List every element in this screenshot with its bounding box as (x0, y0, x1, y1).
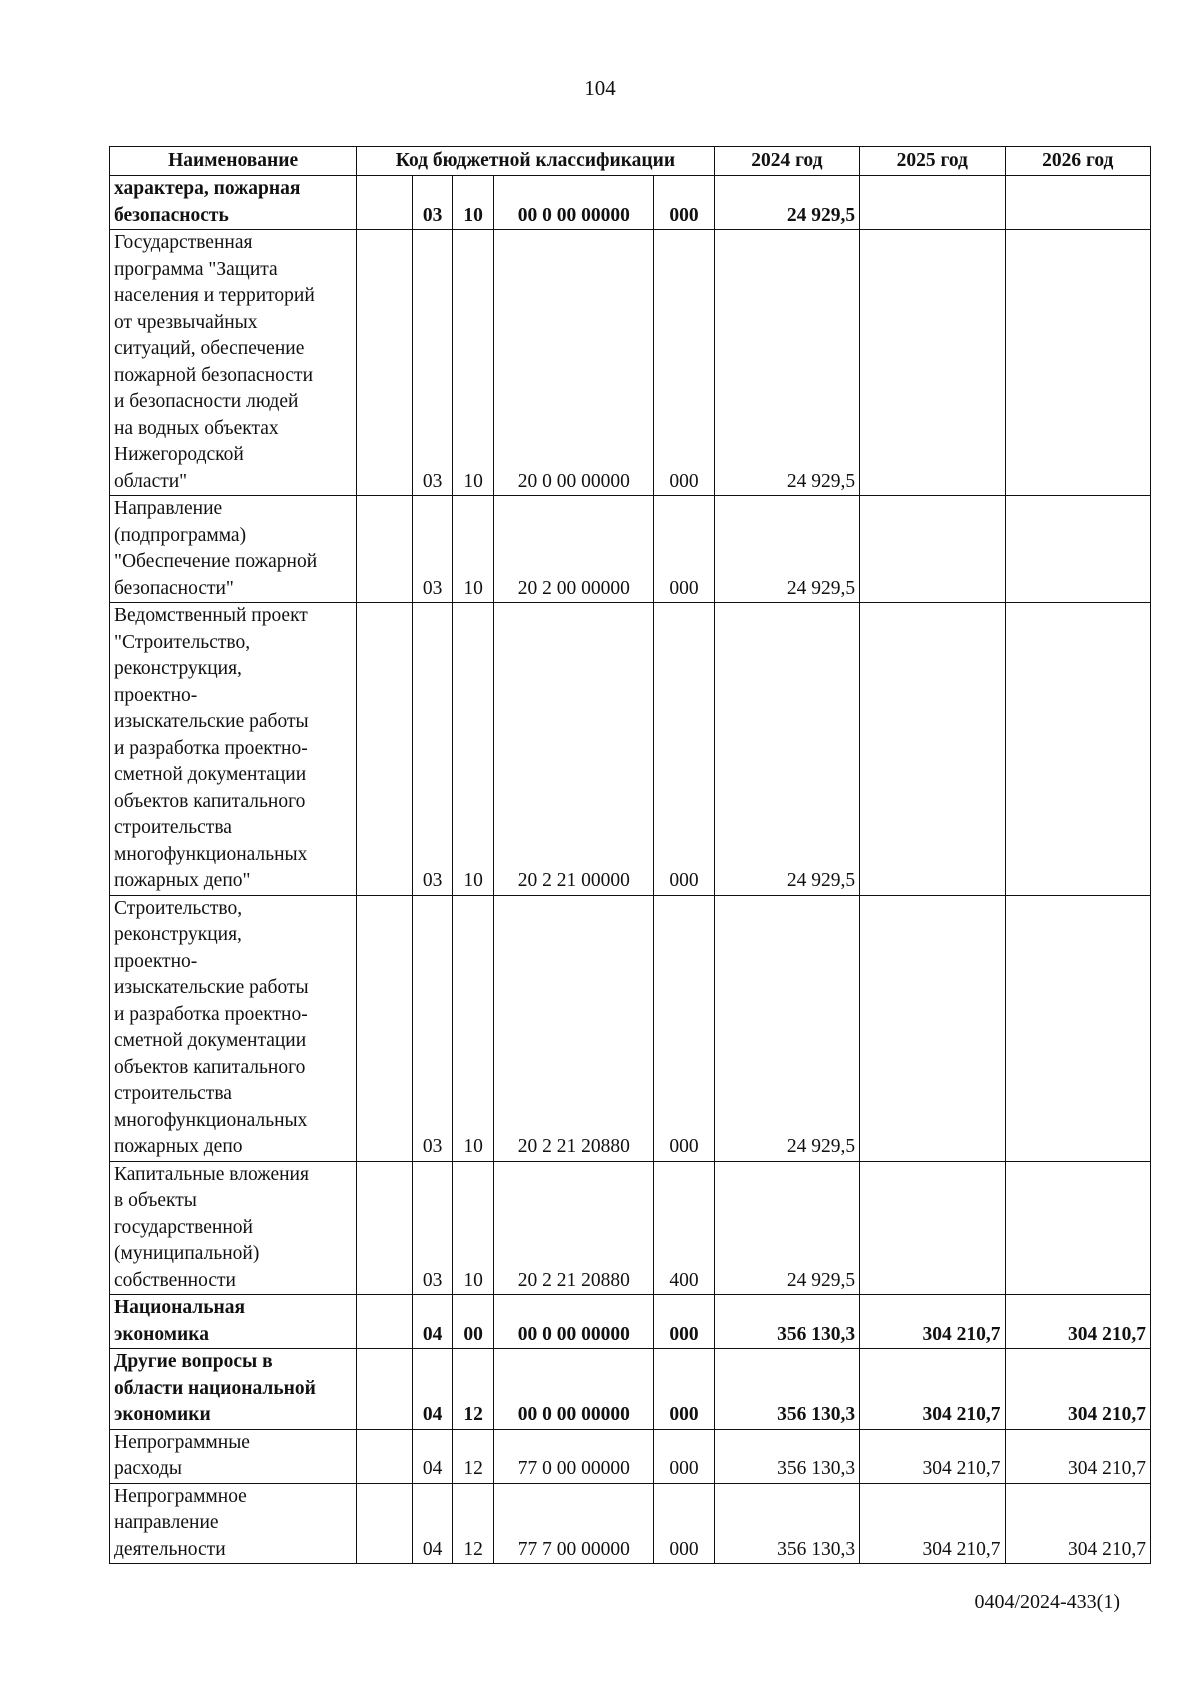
row-expense-type: 000 (654, 1429, 714, 1483)
row-name-line: объектов капитального (114, 790, 306, 812)
row-razdel: 04 (413, 1295, 452, 1349)
row-amount-2025 (860, 496, 1005, 603)
row-name-line: Направление (114, 498, 223, 519)
row-amount-2025 (860, 176, 1005, 230)
row-name-line: пожарных депо" (114, 870, 251, 891)
row-name-line: многофункциональных (114, 843, 308, 865)
row-expense-type: 000 (654, 1295, 714, 1349)
row-name-line: на водных объектах (114, 417, 279, 439)
row-razdel: 03 (413, 496, 452, 603)
row-razdel: 03 (413, 895, 452, 1161)
row-podrazdel: 12 (452, 1429, 494, 1483)
row-name-line: проектно- (114, 684, 198, 706)
table-row (110, 230, 1151, 496)
row-podrazdel: 10 (452, 176, 494, 230)
row-amount-2025: 304 210,7 (860, 1429, 1005, 1483)
row-blank-cell (357, 230, 413, 496)
row-name-line: Ведомственный проект (114, 605, 308, 626)
budget-table (109, 146, 1151, 1564)
row-razdel: 03 (413, 1161, 452, 1295)
row-name-line: строительства (114, 817, 232, 838)
row-amount-2024: 356 130,3 (714, 1349, 859, 1430)
row-name-line: области" (114, 470, 188, 492)
row-razdel: 03 (413, 603, 452, 896)
row-razdel: 04 (413, 1349, 452, 1430)
row-name-line: Другие вопросы в (114, 1351, 273, 1372)
row-amount-2025 (860, 1161, 1005, 1295)
row-name-line: Непрограммные (114, 1431, 250, 1453)
table-row (110, 1295, 1151, 1349)
row-amount-2026 (1005, 603, 1151, 896)
row-blank-cell (357, 1349, 413, 1430)
header-2025: 2025 год (860, 147, 1005, 176)
row-amount-2025: 304 210,7 (860, 1295, 1005, 1349)
row-amount-2024: 24 929,5 (714, 496, 859, 603)
row-razdel: 04 (413, 1483, 452, 1564)
row-amount-2024: 24 929,5 (714, 895, 859, 1161)
table-row (110, 176, 1151, 230)
row-name-line: (подпрограмма) (114, 524, 247, 546)
row-name-line: (муниципальной) (114, 1243, 260, 1264)
row-target-article: 00 0 00 00000 (494, 1295, 654, 1349)
row-name (110, 1161, 357, 1295)
row-name-line: программа "Защита (114, 258, 278, 280)
page-number: 104 (584, 76, 616, 100)
row-name-line: строительства (114, 1083, 232, 1104)
table-row (110, 1161, 1151, 1295)
table-row (110, 1429, 1151, 1483)
row-name-line: Строительство, (114, 897, 243, 919)
row-podrazdel: 10 (452, 1161, 494, 1295)
row-blank-cell (357, 1295, 413, 1349)
row-expense-type: 000 (654, 1349, 714, 1430)
row-amount-2026 (1005, 496, 1151, 603)
row-name-line: экономики (114, 1404, 211, 1425)
row-expense-type: 000 (654, 230, 714, 496)
row-name (110, 1483, 357, 1564)
row-blank-cell (357, 603, 413, 896)
row-name-line: характера, пожарная (114, 178, 301, 199)
row-amount-2024: 24 929,5 (714, 1161, 859, 1295)
row-name-line: и разработка проектно- (114, 737, 308, 759)
row-name-line: реконструкция, (114, 924, 242, 945)
row-name-line: безопасность (114, 204, 229, 226)
table-row (110, 1483, 1151, 1564)
row-podrazdel: 10 (452, 230, 494, 496)
row-blank-cell (357, 1161, 413, 1295)
row-blank-cell (357, 496, 413, 603)
row-target-article: 00 0 00 00000 (494, 176, 654, 230)
row-target-article: 20 0 00 00000 (494, 230, 654, 496)
row-amount-2026 (1005, 176, 1151, 230)
row-name-line: Нижегородской (114, 444, 244, 465)
row-razdel: 04 (413, 1429, 452, 1483)
row-name-line: расходы (114, 1458, 183, 1479)
row-amount-2025 (860, 603, 1005, 896)
header-row (110, 147, 1151, 176)
row-name (110, 1349, 357, 1430)
row-expense-type: 400 (654, 1161, 714, 1295)
row-podrazdel: 00 (452, 1295, 494, 1349)
row-podrazdel: 12 (452, 1349, 494, 1430)
row-expense-type: 000 (654, 176, 714, 230)
row-name-line: пожарных депо (114, 1136, 243, 1157)
row-name (110, 176, 357, 230)
row-name-line: и разработка проектно- (114, 1003, 308, 1025)
row-amount-2026: 304 210,7 (1005, 1349, 1151, 1430)
row-name-line: сметной документации (114, 764, 307, 785)
row-name-line: ситуаций, обеспечение (114, 338, 305, 359)
row-name (110, 230, 357, 496)
row-blank-cell (357, 176, 413, 230)
row-amount-2024: 356 130,3 (714, 1483, 859, 1564)
row-expense-type: 000 (654, 1483, 714, 1564)
row-target-article: 20 2 21 00000 (494, 603, 654, 896)
table-body (110, 176, 1151, 1564)
row-name-line: от чрезвычайных (114, 311, 258, 333)
header-2026: 2026 год (1005, 147, 1151, 176)
row-target-article: 00 0 00 00000 (494, 1349, 654, 1430)
row-name-line: направление (114, 1512, 219, 1533)
row-name (110, 895, 357, 1161)
row-amount-2024: 356 130,3 (714, 1295, 859, 1349)
row-blank-cell (357, 895, 413, 1161)
row-amount-2026 (1005, 1161, 1151, 1295)
row-name-line: экономика (114, 1323, 209, 1345)
row-amount-2026: 304 210,7 (1005, 1483, 1151, 1564)
row-amount-2025: 304 210,7 (860, 1349, 1005, 1430)
row-name-line: "Строительство, (114, 631, 251, 653)
row-name-line: реконструкция, (114, 658, 242, 679)
row-target-article: 20 2 21 20880 (494, 1161, 654, 1295)
row-amount-2026 (1005, 230, 1151, 496)
row-amount-2026: 304 210,7 (1005, 1295, 1151, 1349)
header-name: Наименование (110, 147, 357, 176)
row-name-line: объектов капитального (114, 1056, 306, 1078)
row-name-line: в объекты (114, 1190, 197, 1211)
header-code: Код бюджетной классификации (357, 147, 714, 176)
row-name-line: Государственная (114, 232, 253, 253)
row-expense-type: 000 (654, 603, 714, 896)
row-amount-2024: 24 929,5 (714, 603, 859, 896)
row-name-line: изыскательские работы (114, 711, 309, 732)
row-name (110, 603, 357, 896)
table-row (110, 895, 1151, 1161)
row-target-article: 77 7 00 00000 (494, 1483, 654, 1564)
row-name-line: проектно- (114, 950, 198, 972)
row-name-line: Непрограммное (114, 1485, 247, 1507)
row-amount-2024: 24 929,5 (714, 230, 859, 496)
row-razdel: 03 (413, 230, 452, 496)
row-name-line: Национальная (114, 1297, 246, 1318)
row-expense-type: 000 (654, 496, 714, 603)
row-name-line: Капитальные вложения (114, 1163, 309, 1185)
row-name-line: государственной (114, 1216, 253, 1238)
table-row (110, 1349, 1151, 1430)
row-target-article: 77 0 00 00000 (494, 1429, 654, 1483)
row-amount-2025 (860, 895, 1005, 1161)
row-name-line: пожарной безопасности (114, 364, 313, 386)
row-name (110, 1429, 357, 1483)
table-row (110, 496, 1151, 603)
row-target-article: 20 2 00 00000 (494, 496, 654, 603)
row-podrazdel: 10 (452, 496, 494, 603)
document-code: 0404/2024-433(1) (974, 1591, 1120, 1613)
row-amount-2024: 356 130,3 (714, 1429, 859, 1483)
row-razdel: 03 (413, 176, 452, 230)
row-name-line: деятельности (114, 1538, 226, 1560)
row-name-line: сметной документации (114, 1030, 307, 1051)
row-amount-2025: 304 210,7 (860, 1483, 1005, 1564)
row-name-line: безопасности" (114, 577, 234, 599)
row-podrazdel: 10 (452, 895, 494, 1161)
row-name-line: "Обеспечение пожарной (114, 551, 318, 572)
row-amount-2026 (1005, 895, 1151, 1161)
row-podrazdel: 12 (452, 1483, 494, 1564)
row-amount-2025 (860, 230, 1005, 496)
row-podrazdel: 10 (452, 603, 494, 896)
row-target-article: 20 2 21 20880 (494, 895, 654, 1161)
header-2024: 2024 год (714, 147, 859, 176)
table-row (110, 603, 1151, 896)
row-name-line: многофункциональных (114, 1109, 308, 1131)
row-amount-2024: 24 929,5 (714, 176, 859, 230)
row-name-line: и безопасности людей (114, 391, 299, 412)
row-blank-cell (357, 1429, 413, 1483)
row-name-line: населения и территорий (114, 285, 315, 306)
row-blank-cell (357, 1483, 413, 1564)
row-name-line: области национальной (114, 1377, 316, 1399)
row-name (110, 1295, 357, 1349)
row-name-line: собственности (114, 1269, 236, 1291)
row-expense-type: 000 (654, 895, 714, 1161)
row-name-line: изыскательские работы (114, 977, 309, 998)
row-amount-2026: 304 210,7 (1005, 1429, 1151, 1483)
row-name (110, 496, 357, 603)
